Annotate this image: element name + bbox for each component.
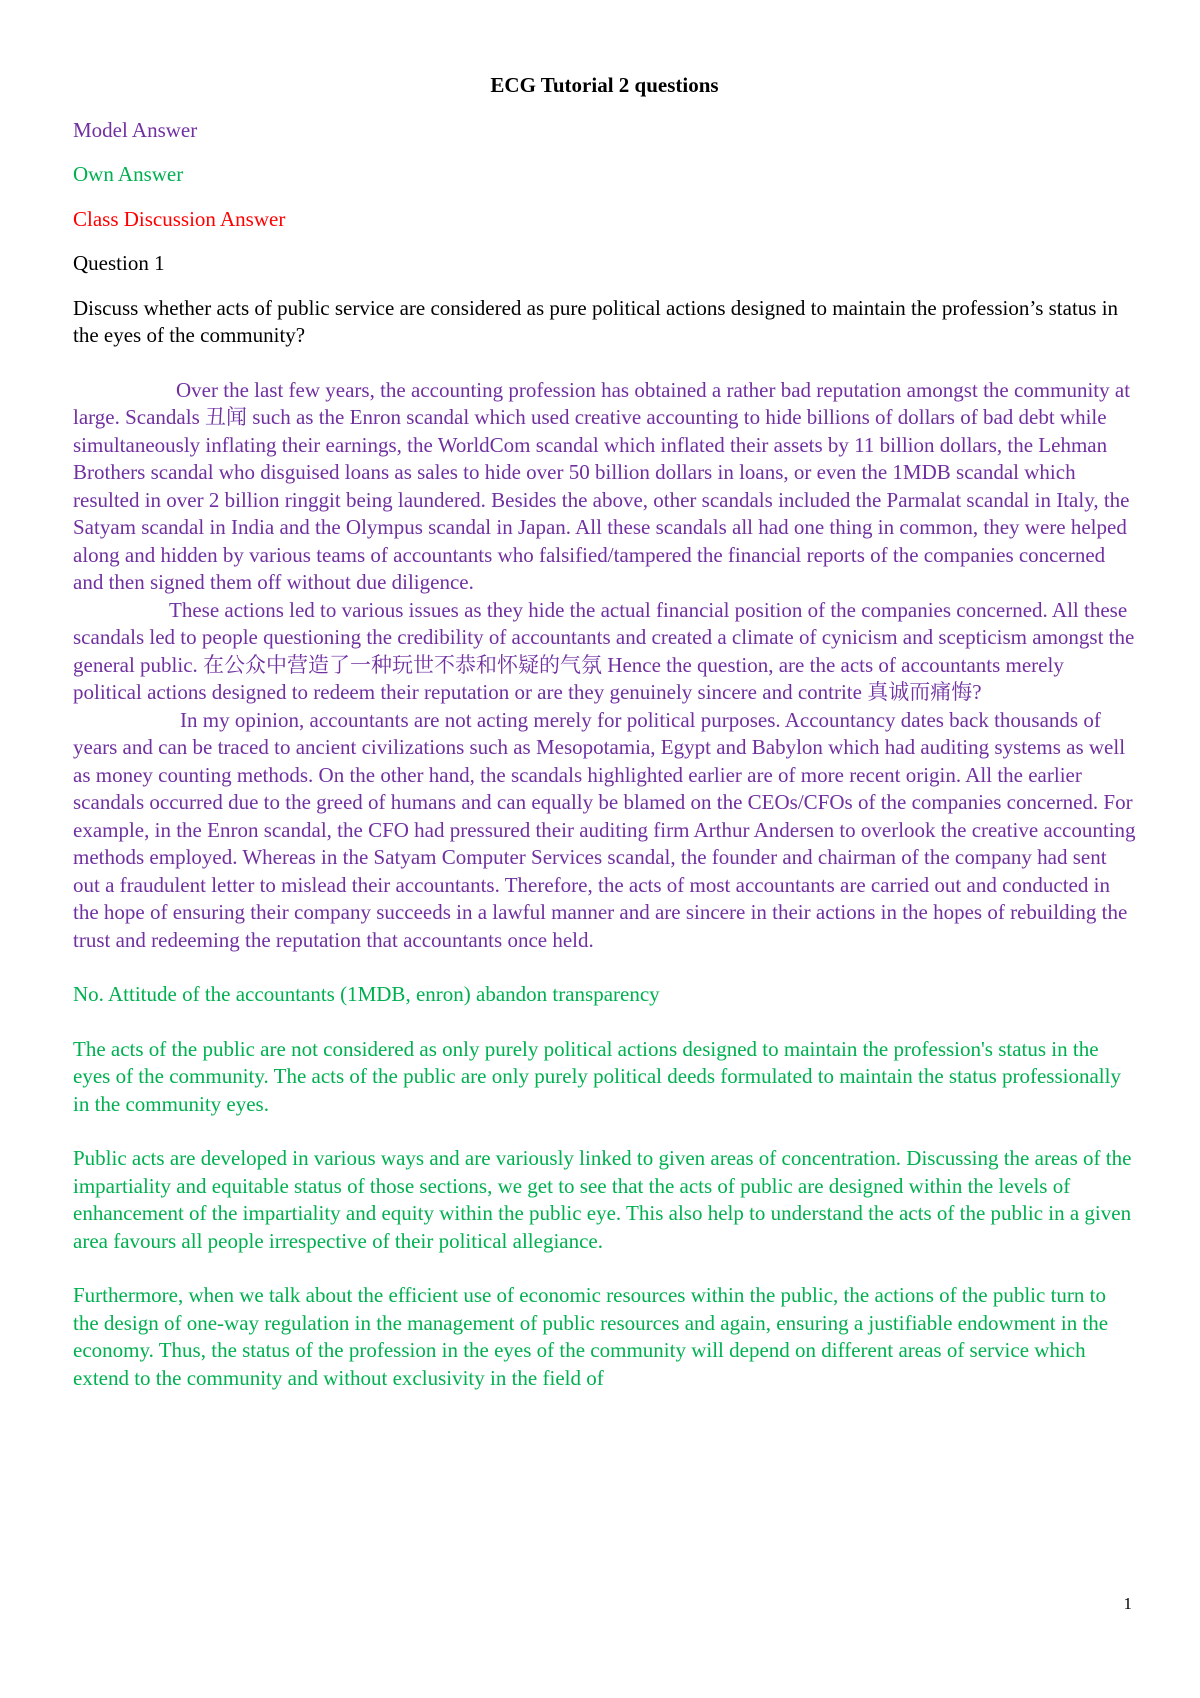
own-answer-paragraph: Public acts are developed in various ways and are variously linked to given areas of concentration. Discussing the areas of the impartiality and equitable status of those sections, we get to see that the acts of public are designed within the levels of enhancement of the impartiality and equity within the public eye. This also help to understand the acts of the public in a given area favours all people irrespective of their political allegiance. bbox=[73, 1146, 1132, 1253]
model-answer-paragraph: Over the last few years, the accounting profession has obtained a rather bad reputation amongst the community at large. Scandals 丑闻 such as the Enron scandal which used creative accounting to hide billions of dollars of bad debt while simultaneously inflating their earnings, the WorldCom scandal which inflated their assets by 11 billion dollars, the Lehman Brothers scandal who disguised loans as sales to hide over 50 billion dollars in loans, or even the 1MDB scandal which resulted in over 2 billion ringgit being laundered. Besides the above, other scandals included the Parmalat scandal in Italy, the Satyam scandal in India and the Olympus scandal in Japan. All these scandals all had one thing in common, they were helped along and hidden by various teams of accountants who falsified/tampered the financial reports of the companies concerned and then signed them off without due diligence. bbox=[73, 377, 1131, 594]
question-text: Discuss whether acts of public service are considered as pure political actions designed to maintain the profession’s status in the eyes of the community? bbox=[73, 295, 1119, 347]
own-answer-paragraph: Furthermore, when we talk about the efficient use of economic resources within the public, the actions of the public turn to the design of one-way regulation in the management of public resources and again, ensuring a justifiable endowment in the economy. Thus, the status of the profession in the eyes of the community will depend on different areas of service which extend to the community and without exclusivity in the field of bbox=[73, 1283, 1109, 1390]
legend-class-discussion-answer: Class Discussion Answer bbox=[73, 206, 286, 231]
page-number: 1 bbox=[1123, 1594, 1132, 1613]
model-answer-paragraph: These actions led to various issues as they hide the actual financial position of the companies concerned. All these scandals led to people questioning the credibility of accountants and created a climate of cynicism and scepticism amongst the general public. 在公众中营造了一种玩世不恭和怀疑的气氛 Hence the question, are the acts of accountants merely political actions designed to redeem their reputation or are they genuinely sincere and contrite 真诚而痛悔? bbox=[73, 597, 1135, 704]
model-answer-paragraph: In my opinion, accountants are not acting merely for political purposes. Accountancy dates back thousands of years and can be traced to ancient civilizations such as Mesopotamia, Egypt and Babylon which had auditing systems as well as money counting methods. On the other hand, the scandals highlighted earlier are of more recent origin. All the earlier scandals occurred due to the greed of humans and can equally be blamed on the CEOs/CFOs of the companies concerned. For example, in the Enron scandal, the CFO had pressured their auditing firm Arthur Andersen to overlook the creative accounting methods employed. Whereas in the Satyam Computer Services scandal, the founder and chairman of the company had sent out a fraudulent letter to mislead their accountants. Therefore, the acts of most accountants are carried out and conducted in the hope of ensuring their company succeeds in a lawful manner and are sincere in their actions in the hopes of rebuilding the trust and redeeming the reputation that accountants once held. bbox=[73, 707, 1136, 952]
own-answer-paragraph: The acts of the public are not considered as only purely political actions designed to maintain the profession's status in the eyes of the community. The acts of the public are only purely political deeds formulated to maintain the status professionally in the community eyes. bbox=[73, 1036, 1121, 1116]
document-title: ECG Tutorial 2 questions bbox=[490, 73, 719, 97]
own-answer-paragraph: No. Attitude of the accountants (1MDB, enron) abandon transparency bbox=[73, 982, 660, 1006]
model-answer-section bbox=[73, 377, 1136, 955]
legend-own-answer: Own Answer bbox=[73, 162, 184, 186]
question-label: Question 1 bbox=[73, 251, 165, 275]
document-content bbox=[73, 72, 1136, 1392]
own-answer-section bbox=[73, 981, 1136, 1392]
legend-model-answer: Model Answer bbox=[73, 117, 198, 142]
